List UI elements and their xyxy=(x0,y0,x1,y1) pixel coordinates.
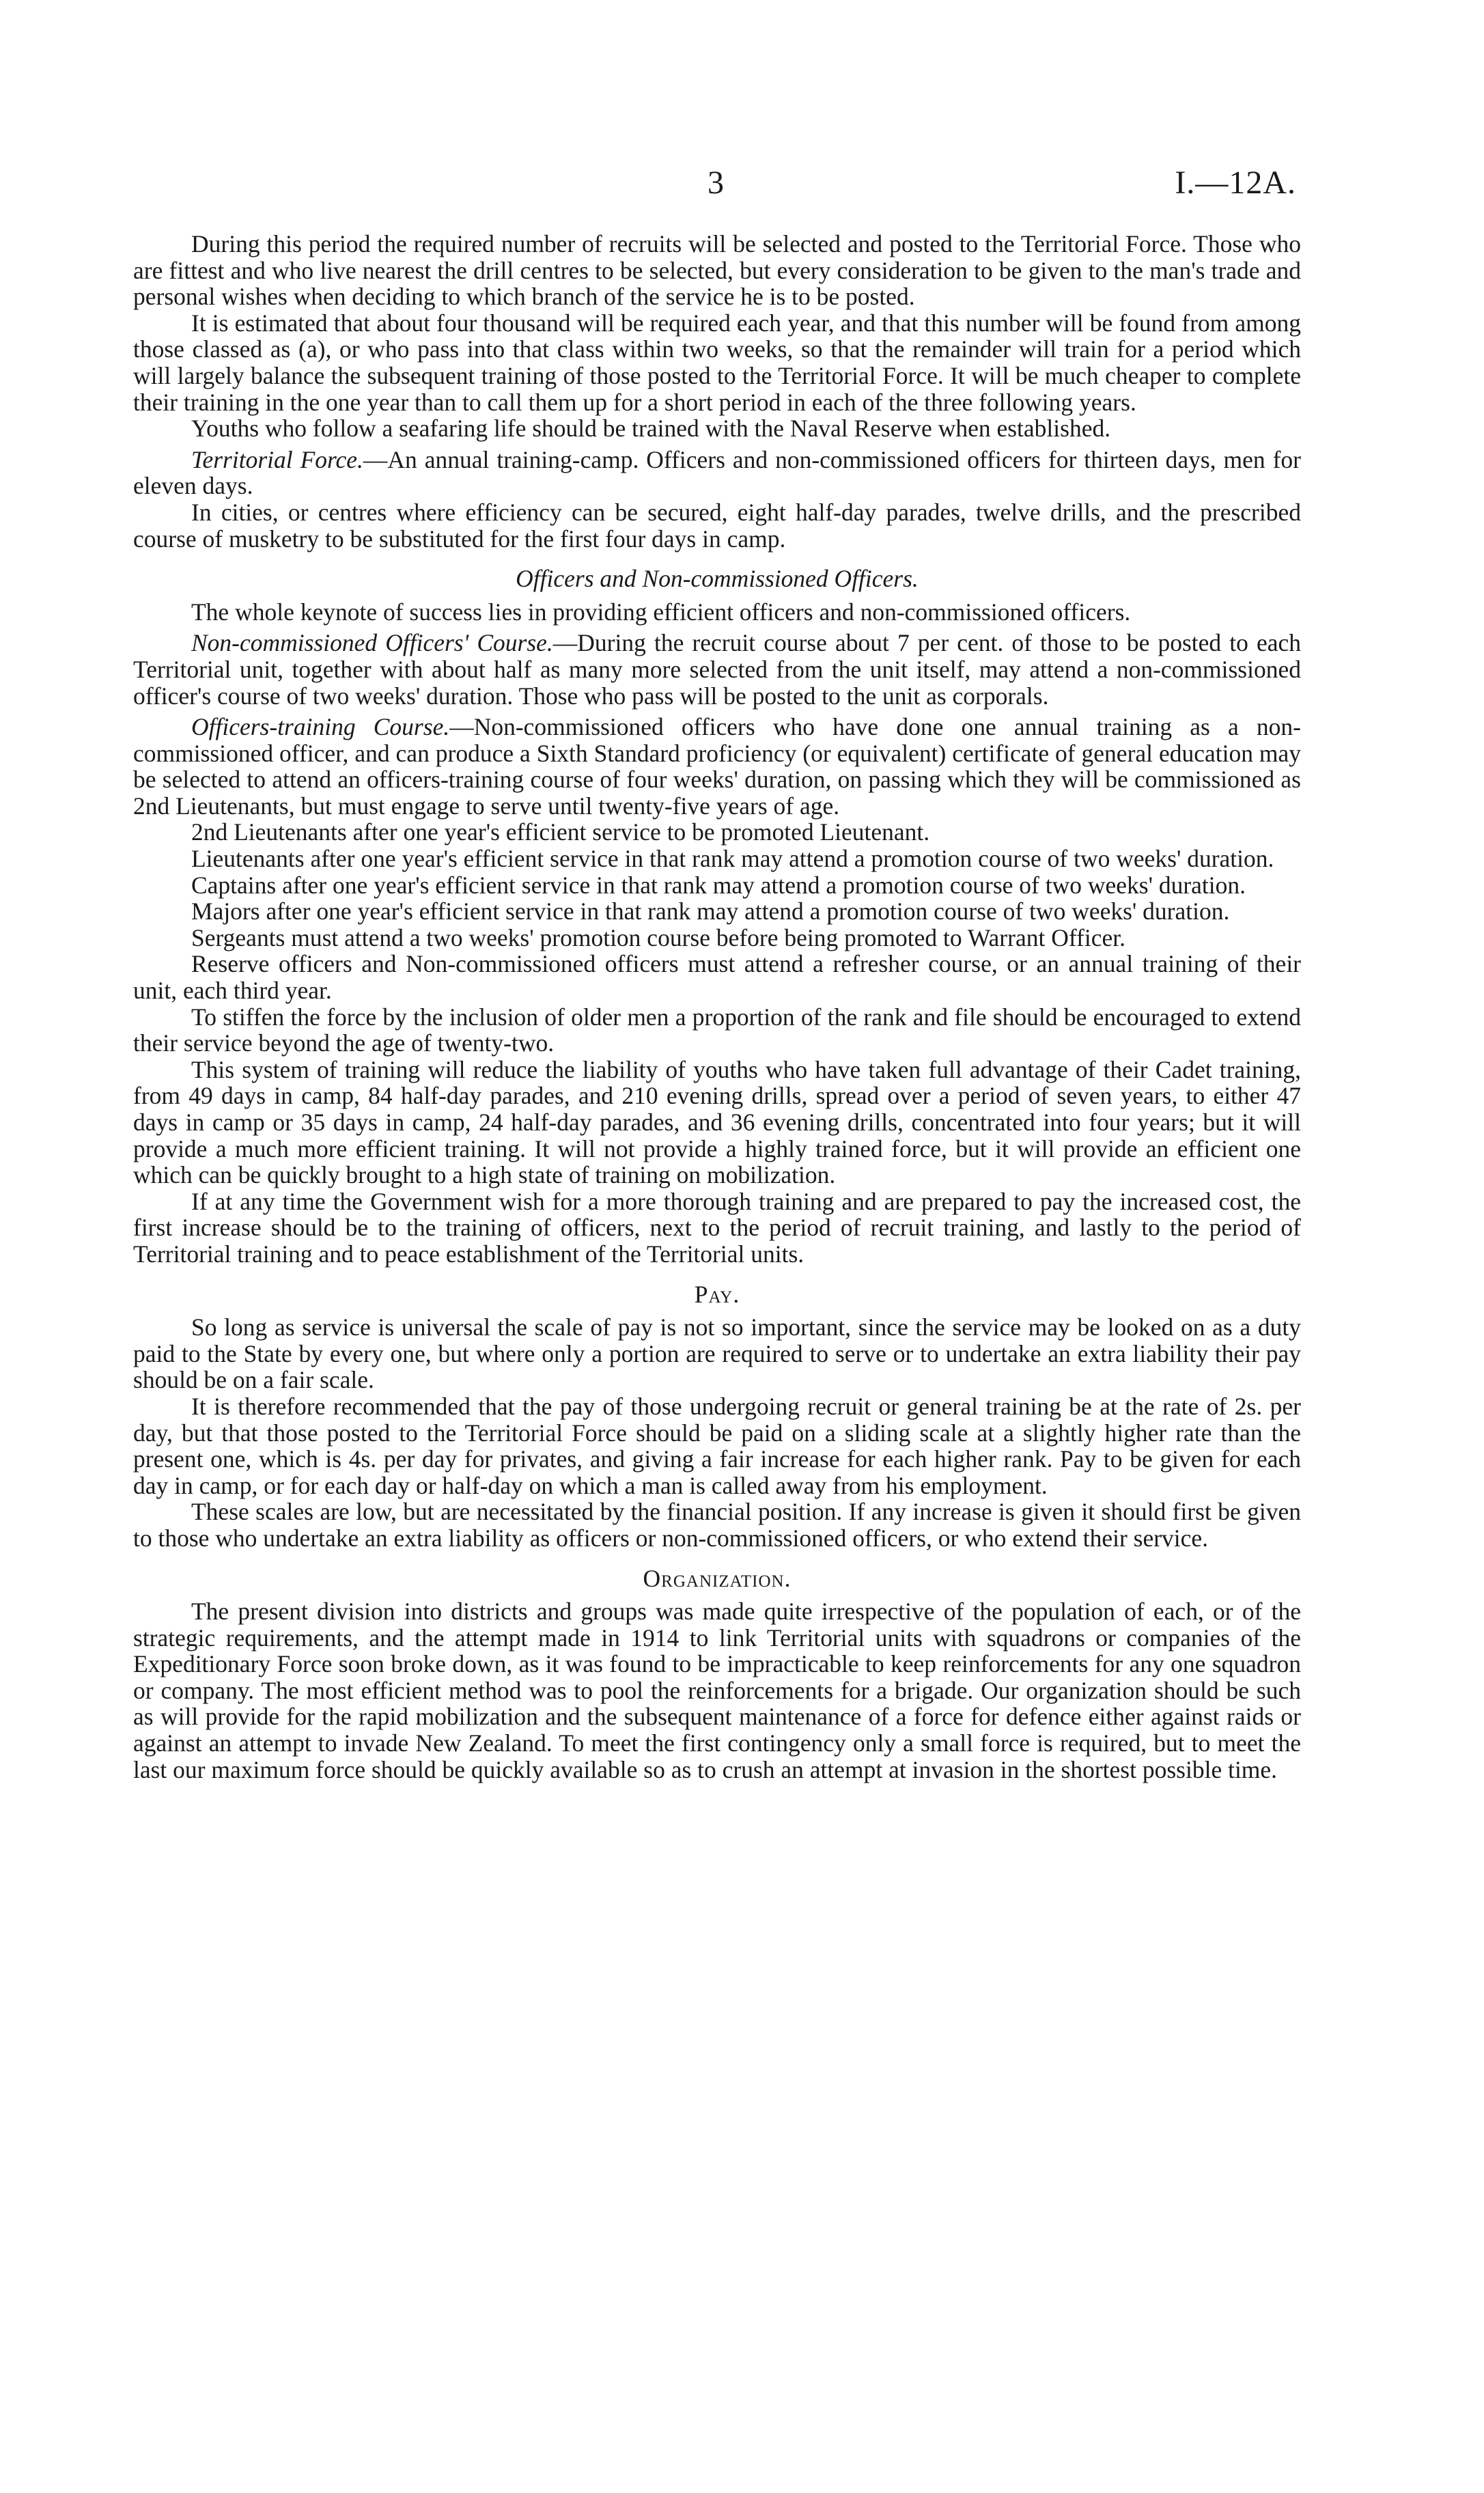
paragraph: These scales are low, but are necessitated by the financial position. If any increase is given it should first be given to those who undertake an extra liability as officers or non-commissioned officers, or who extend their service. xyxy=(133,1498,1301,1552)
paragraph: 2nd Lieutenants after one year's efficient service to be promoted Lieutenant. xyxy=(191,818,930,846)
paragraph: The present division into districts and groups was made quite irrespective of the population of each, or of the strategic requirements, and the attempt made in 1914 to link Territorial units with squadrons or companies of the Expeditionary Force soon broke down, as it was found to be impracticable to keep reinforcements for any one squadron or company. The most efficient method was to pool the reinforcements for a brigade. Our organization should be such as will provide for the rapid mobilization and the subsequent maintenance of a force for defence either against raids or against an attempt to invade New Zealand. To meet the first contingency only a small force is required, but to meet the last our maximum force should be quickly available so as to crush an attempt at invasion in the shortest possible time. xyxy=(133,1598,1301,1783)
paragraph: During this period the required number of recruits will be selected and posted to the Territorial Force. Those who are fittest and who live nearest the drill centres to be selected, but every consideration to be given to the man's trade and personal wishes when deciding to which branch of the service he is to be posted. xyxy=(133,230,1301,311)
section-heading-pay: Pay. xyxy=(694,1280,740,1308)
document-reference: I.—12A. xyxy=(1175,165,1296,201)
paragraph: Lieutenants after one year's efficient service in that rank may attend a promotion course of two weeks' duration. xyxy=(191,845,1274,873)
paragraph: Sergeants must attend a two weeks' promotion course before being promoted to Warrant Officer. xyxy=(191,923,1125,951)
paragraph: Reserve officers and Non-commissioned officers must attend a refresher course, or an annual training of their unit, each third year. xyxy=(133,950,1301,1005)
paragraph-lead: Non-commissioned Officers' Course. xyxy=(191,629,553,657)
paragraph: It is therefore recommended that the pay of those undergoing recruit or general training be at the rate of 2s. per day, but that those posted to the Territorial Force should be paid on a sliding scale at a slightly higher rate than the present one, which is 4s. per day for privates, and giving a fair increase for each higher rank. Pay to be given for each day in camp, or for each day or half-day on which a man is called away from his employment. xyxy=(133,1392,1301,1499)
page-header xyxy=(0,164,1484,219)
paragraph-nco-course xyxy=(133,630,1301,709)
paragraph: The whole keynote of success lies in providing efficient officers and non-commissioned officers. xyxy=(191,598,1131,626)
paragraph: It is estimated that about four thousand will be required each year, and that this number will be found from among those classed as (a), or who pass into that class within two weeks, so that the remainder will train for a period which will largely balance the subsequent training of those posted to the Territorial Force. It will be much cheaper to complete their training in the one year than to call them up for a short period in each of the three following years. xyxy=(133,309,1301,416)
paragraph: Youths who follow a seafaring life should be trained with the Naval Reserve when established. xyxy=(191,415,1111,443)
paragraph: If at any time the Government wish for a more thorough training and are prepared to pay the increased cost, the first increase should be to the training of officers, next to the period of recruit training, and lastly to the period of Territorial training and to peace establishment of the Territorial units. xyxy=(133,1187,1301,1268)
section-heading-organization: Organization. xyxy=(643,1564,792,1592)
paragraph-officers-training xyxy=(133,714,1301,819)
paragraph: So long as service is universal the scale of pay is not so important, since the service may be looked on as a duty paid to the State by every one, but where only a portion are required to serve or to undertake an extra liability their pay should be on a fair scale. xyxy=(133,1313,1301,1394)
paragraph-text: —During the recruit course about 7 per cent. of those to be posted to each Territorial unit, together with about half as many more selected from the unit itself, may attend a non-commissioned officer's course of two weeks' duration. Those who pass will be posted to the unit as corporals. xyxy=(133,629,1301,710)
body-text xyxy=(133,231,1301,1783)
paragraph: To stiffen the force by the inclusion of older men a proportion of the rank and file should be encouraged to extend their service beyond the age of twenty-two. xyxy=(133,1003,1301,1057)
paragraph-text: —Non-commissioned officers who have done one annual training as a non-commissioned officer, and can produce a Sixth Standard proficiency (or equivalent) certificate of general education may be selected to attend an officers-training course of four weeks' duration, on passing which they will be commissioned as 2nd Lieutenants, but must engage to serve until twenty-five years of age. xyxy=(133,713,1301,820)
section-heading-officers: Officers and Non-commissioned Officers. xyxy=(516,565,919,593)
paragraph: Captains after one year's efficient service in that rank may attend a promotion course of two weeks' duration. xyxy=(191,871,1246,899)
paragraph: This system of training will reduce the liability of youths who have taken full advantage of their Cadet training, from 49 days in camp, 84 half-day parades, and 210 evening drills, spread over a period of seven years, to either 47 days in camp or 35 days in camp, 24 half-day parades, and 36 evening drills, concentrated into four years; but it will provide a much more efficient training. It will not provide a highly trained force, but it will provide an efficient one which can be quickly brought to a high state of training on mobilization. xyxy=(133,1055,1301,1189)
paragraph: In cities, or centres where efficiency can be secured, eight half-day parades, twelve drills, and the prescribed course of musketry to be substituted for the first four days in camp. xyxy=(133,498,1301,553)
paragraph-text: —An annual training-camp. Officers and non-commissioned officers for thirteen days, men for eleven days. xyxy=(133,445,1302,500)
page-number: 3 xyxy=(708,165,724,201)
paragraph-territorial-force xyxy=(133,447,1301,499)
paragraph-lead: Officers-training Course. xyxy=(191,713,450,741)
paragraph: Majors after one year's efficient service in that rank may attend a promotion course of two weeks' duration. xyxy=(191,897,1230,925)
paragraph-lead: Territorial Force. xyxy=(191,445,363,473)
